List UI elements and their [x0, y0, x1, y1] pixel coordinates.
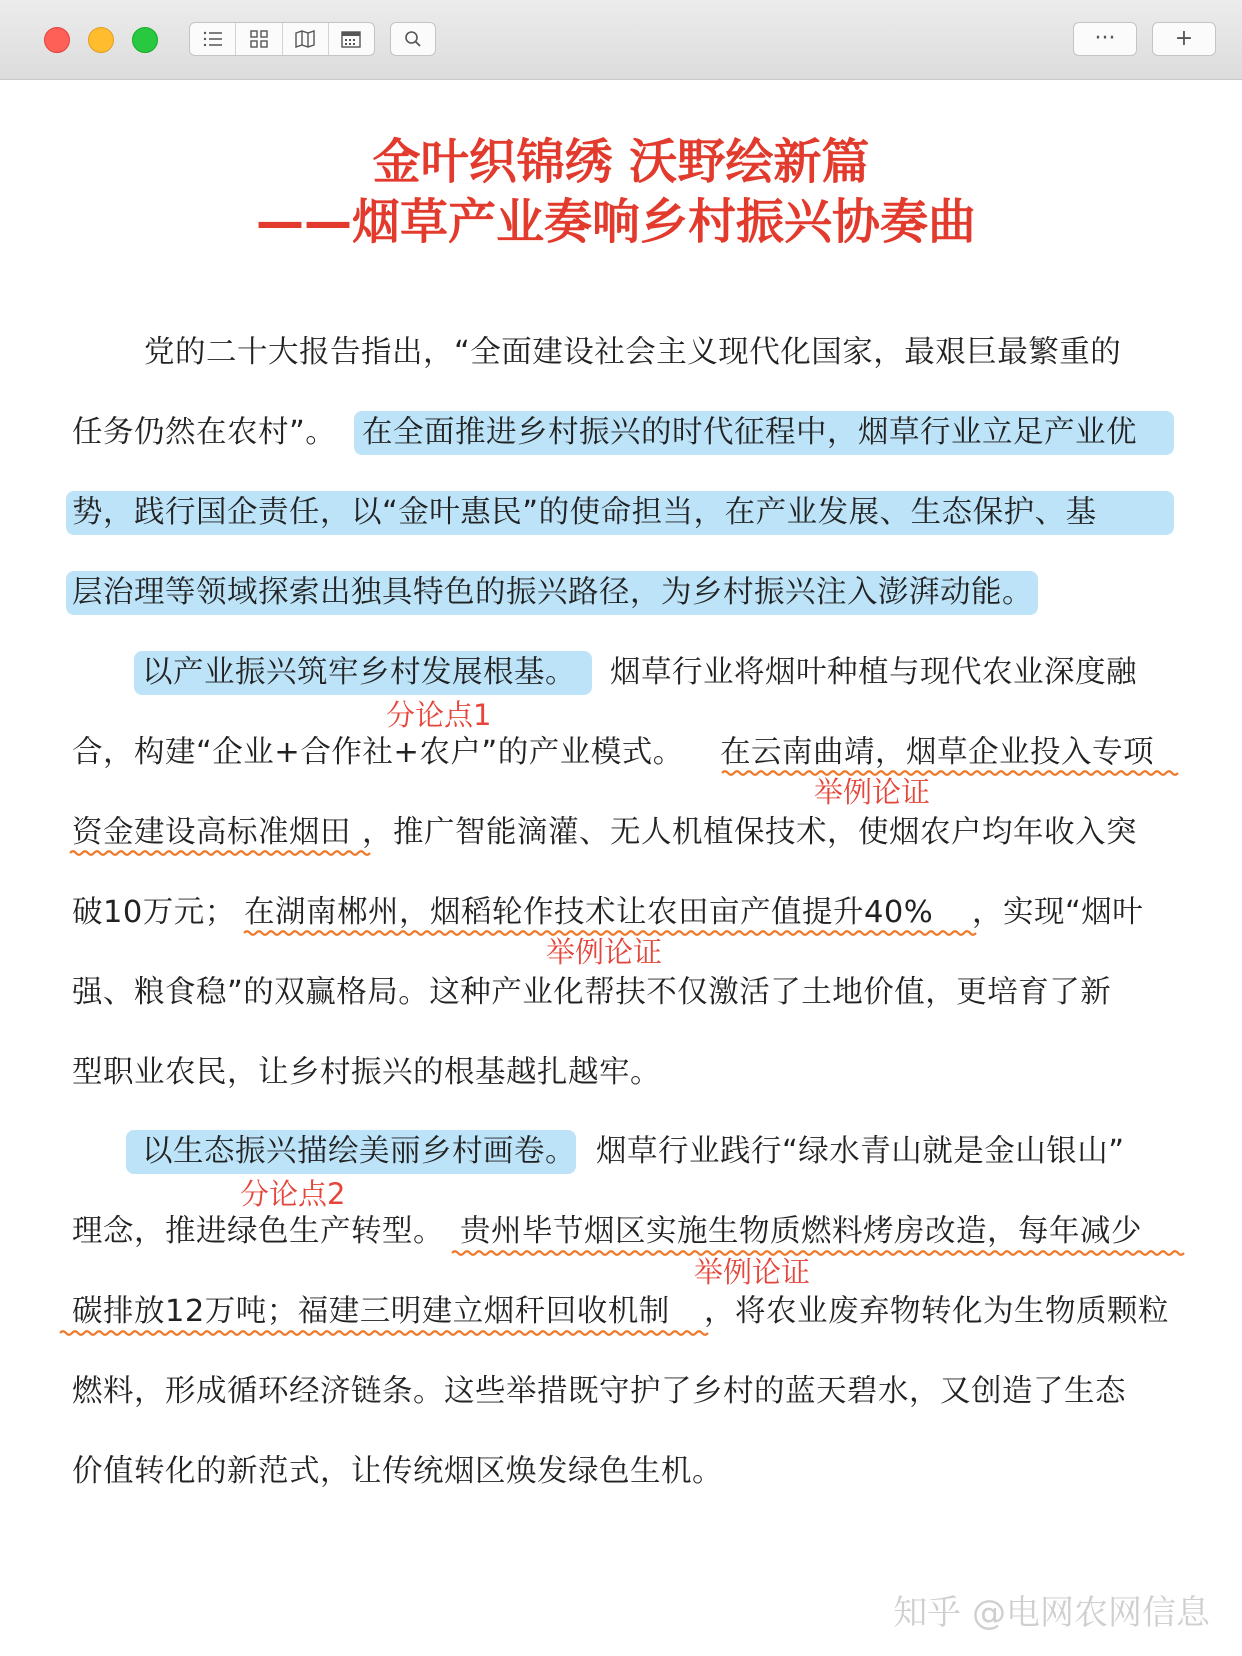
wavy-underline-fujian — [60, 1326, 708, 1340]
close-window-button[interactable] — [44, 27, 70, 53]
add-button[interactable] — [1152, 22, 1216, 56]
paragraph-3-line-2a: 理念，推进绿色生产转型。 — [72, 1214, 444, 1249]
search-icon — [404, 30, 422, 48]
more-icon: ··· — [1094, 26, 1116, 51]
article-title — [0, 132, 1242, 252]
wavy-underline-yunnan-1 — [722, 766, 1172, 780]
paragraph-2-line-2a: 合，构建“企业+合作社+农户”的产业模式。 — [72, 735, 684, 770]
wavy-underline-path — [70, 851, 370, 855]
more-button[interactable] — [1073, 22, 1137, 56]
example-fujian: 碳排放12万吨；福建三明建立烟秆回收机制 — [72, 1294, 670, 1329]
paragraph-1-line-3: 势，践行国企责任，以“金叶惠民”的使命担当，在产业发展、生态保护、基 — [72, 495, 1097, 530]
paragraph-1-line-4: 层治理等领域探索出独具特色的振兴路径，为乡村振兴注入澎湃动能。 — [72, 575, 1033, 610]
wavy-underline-path — [452, 1251, 1184, 1255]
wavy-underline-yunnan-2 — [70, 846, 366, 860]
annotation-example-3: 举例论证 — [694, 1255, 811, 1289]
annotation-point-1: 分论点1 — [386, 698, 492, 732]
wavy-underline-guizhou — [452, 1246, 1178, 1260]
paragraph-3-line-1b: 烟草行业践行“绿水青山就是金山银山” — [596, 1134, 1125, 1169]
map-icon — [295, 30, 315, 48]
search-button[interactable] — [390, 22, 436, 56]
example-guizhou: 贵州毕节烟区实施生物质燃料烤房改造，每年减少 — [460, 1214, 1142, 1249]
wavy-underline-hunan — [244, 926, 970, 940]
example-hunan: 在湖南郴州，烟稻轮作技术让农田亩产值提升40% — [244, 895, 934, 930]
example-yunnan-part-1: 在云南曲靖，烟草企业投入专项 — [720, 735, 1154, 770]
map-view-button[interactable] — [283, 23, 329, 55]
example-yunnan-part-2: 资金建设高标准烟田 — [72, 815, 351, 850]
paragraph-1-line-2b: 在全面推进乡村振兴的时代征程中，烟草行业立足产业优 — [362, 415, 1137, 450]
annotation-example-2: 举例论证 — [546, 935, 663, 969]
point-2-heading: 以生态振兴描绘美丽乡村画卷。 — [142, 1134, 576, 1169]
list-view-button[interactable] — [190, 23, 236, 55]
grid-view-button[interactable] — [236, 23, 282, 55]
minimize-window-button[interactable] — [88, 27, 114, 53]
title-line-1: 金叶织锦绣 沃野绘新篇 — [372, 134, 870, 190]
point-1-heading: 以产业振兴筑牢乡村发展根基。 — [142, 655, 576, 690]
paragraph-2-line-1b: 烟草行业将烟叶种植与现代农业深度融 — [610, 655, 1137, 690]
list-icon — [203, 31, 223, 47]
paragraph-2-line-5: 强、粮食稳”的双赢格局。这种产业化帮扶不仅激活了土地价值，更培育了新 — [72, 975, 1112, 1010]
title-line-2: ——烟草产业奏响乡村振兴协奏曲 — [255, 194, 976, 250]
wavy-underline-path — [60, 1331, 708, 1335]
paragraph-3-line-3b: ，将农业废弃物转化为生物质颗粒 — [704, 1294, 1169, 1329]
paragraph-2-line-4c: ，实现“烟叶 — [972, 895, 1144, 930]
zoom-window-button[interactable] — [132, 27, 158, 53]
window-toolbar — [0, 0, 1242, 80]
zhihu-watermark: 知乎 @电网农网信息 — [893, 1593, 1210, 1633]
calendar-view-button[interactable] — [329, 23, 374, 55]
add-icon: + — [1174, 26, 1194, 51]
paragraph-3-line-5: 价值转化的新范式，让传统烟区焕发绿色生机。 — [72, 1454, 723, 1489]
view-mode-group — [189, 22, 375, 56]
wavy-underline-path — [244, 931, 976, 935]
paragraph-2-line-6: 型职业农民，让乡村振兴的根基越扎越牢。 — [72, 1055, 661, 1090]
paragraph-2-line-3b: ，推广智能滴灌、无人机植保技术，使烟农户均年收入突 — [362, 815, 1137, 850]
paragraph-2-line-4a: 破10万元； — [72, 895, 236, 930]
paragraph-3-line-4: 燃料，形成循环经济链条。这些举措既守护了乡村的蓝天碧水，又创造了生态 — [72, 1374, 1126, 1409]
grid-icon — [250, 30, 268, 48]
wavy-underline-path — [722, 771, 1178, 775]
annotation-example-1: 举例论证 — [814, 775, 931, 809]
annotation-point-2: 分论点2 — [240, 1177, 346, 1211]
calendar-icon — [341, 30, 361, 48]
paragraph-1-line-2a: 任务仍然在农村”。 — [72, 415, 337, 450]
paragraph-1-line-1: 党的二十大报告指出，“全面建设社会主义现代化国家，最艰巨最繁重的 — [144, 335, 1122, 370]
